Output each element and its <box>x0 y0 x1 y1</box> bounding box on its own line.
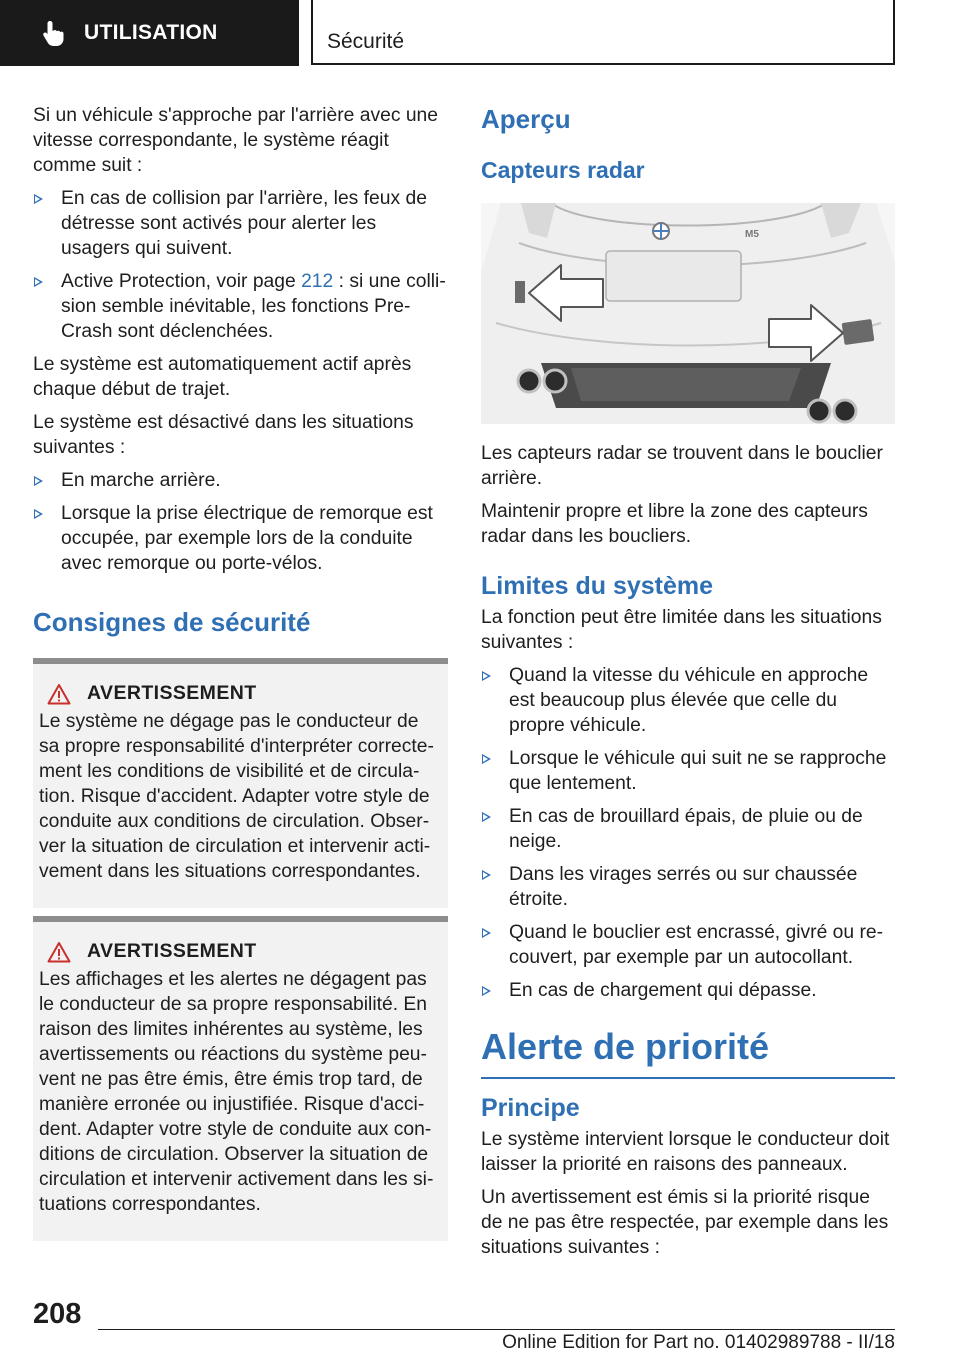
list-item <box>481 746 895 796</box>
safety-heading: Consignes de sécurité <box>33 607 311 637</box>
list-item-text: Lorsque le véhicule qui suit ne se rapproche que lentement. <box>509 748 887 794</box>
triangle-bullet-icon <box>482 754 491 764</box>
list-item-text: Quand le bouclier est encrassé, givré ou recouvert, par exemple par un autocollant. <box>509 922 884 968</box>
warning-text: Les affichages et les alertes ne dégagent pas le conducteur de sa propre responsabilité. En raison des limites inhérentes au système, les avertissements ou réactions du système peuvent ne pas être émis, être émis trop tard, de manière erronée ou injustifiée. Risque d'accident. Adapter votre style de conduite aux conditions de circulation. Observer la situation de circulation et intervenir activement dans les situations correspondantes. <box>39 969 434 1215</box>
limits-heading: Limites du système <box>481 572 714 600</box>
triangle-bullet-icon <box>482 812 491 822</box>
list-item <box>481 663 895 738</box>
radar-clean-paragraph: Maintenir propre et libre la zone des capteurs radar dans les boucliers. <box>481 501 868 547</box>
edition-info: Online Edition for Part no. 01402989788 - II/18 <box>502 1332 895 1353</box>
left-column <box>33 103 448 1249</box>
chapter-label: Sécurité <box>327 30 405 53</box>
list-item-text: Lorsque la prise électrique de remorque est occupée, par exemple lors de la conduite avec remorque ou porte-vélos. <box>61 503 433 574</box>
triangle-bullet-icon <box>482 986 491 996</box>
right-column <box>481 103 895 1268</box>
rear-bumper-figure <box>481 203 895 424</box>
list-item <box>481 804 895 854</box>
limits-list <box>481 663 895 1003</box>
triangle-bullet-icon <box>34 509 43 519</box>
hand-pointer-icon <box>40 19 68 47</box>
triangle-bullet-icon <box>34 277 43 287</box>
list-item-text: Active Protection, voir page <box>61 271 302 292</box>
triangle-bullet-icon <box>34 476 43 486</box>
list-item-text: En cas de chargement qui dépasse. <box>509 980 817 1001</box>
list-item-text: : si une collision semble inévitable, les fonctions Pre-Crash sont déclenchées. <box>61 271 446 342</box>
warning-triangle-icon <box>47 683 71 705</box>
list-item-text: En cas de brouillard épais, de pluie ou de neige. <box>509 806 863 852</box>
warning-title: AVERTISSEMENT <box>87 940 257 962</box>
list-item <box>481 978 895 1003</box>
list-item <box>481 920 895 970</box>
auto-active-paragraph: Le système est automatiquement actif après chaque début de trajet. <box>33 354 412 400</box>
warning-triangle-icon <box>47 941 71 963</box>
list-item <box>481 862 895 912</box>
list-item-text: En marche arrière. <box>61 470 221 491</box>
list-item <box>33 501 448 576</box>
list-item-text: Dans les virages serrés ou sur chaussée étroite. <box>509 864 858 910</box>
list-item <box>33 186 448 261</box>
chapter-frame <box>311 0 895 65</box>
list-item-text: Quand la vitesse du véhicule en approche est beaucoup plus élevée que celle du propre véhicule. <box>509 665 869 736</box>
triangle-bullet-icon <box>482 671 491 681</box>
radar-location-paragraph: Les capteurs radar se trouvent dans le bouclier arrière. <box>481 443 883 489</box>
page-reference-link[interactable]: 212 <box>301 271 334 292</box>
overview-heading: Aperçu <box>481 104 571 134</box>
triangle-bullet-icon <box>482 928 491 938</box>
deactivated-intro: Le système est désactivé dans les situations suivantes : <box>33 412 414 458</box>
list-item-text: En cas de collision par l'arrière, les feux de détresse sont activés pour alerter les usagers qui suivent. <box>61 188 427 259</box>
deactivated-list <box>33 468 448 576</box>
principle-heading: Principe <box>481 1094 580 1122</box>
list-item <box>33 269 448 344</box>
page-number: 208 <box>33 1298 82 1330</box>
section-tab <box>0 0 299 66</box>
model-badge: M5 <box>745 229 759 240</box>
warning-title-row <box>47 682 442 705</box>
warning-title-row <box>47 940 442 963</box>
warning-title: AVERTISSEMENT <box>87 682 257 704</box>
warning-box <box>33 658 448 908</box>
limits-intro: La fonction peut être limitée dans les situations suivantes : <box>481 607 882 653</box>
footer-rule <box>98 1329 895 1330</box>
heading-underline <box>481 1077 895 1079</box>
intro-paragraph: Si un véhicule s'approche par l'arrière avec une vitesse correspondante, le système réagit comme suit : <box>33 105 439 176</box>
list-item <box>33 468 448 493</box>
triangle-bullet-icon <box>482 870 491 880</box>
section-label: UTILISATION <box>84 21 218 44</box>
triangle-bullet-icon <box>34 194 43 204</box>
priority-heading: Alerte de priorité <box>481 1026 770 1067</box>
principle-paragraph: Le système intervient lorsque le conducteur doit laisser la priorité en raisons des panneaux. <box>481 1129 890 1175</box>
warning-box <box>33 916 448 1241</box>
warning-situations-paragraph: Un avertissement est émis si la priorité risque de ne pas être respectée, par exemple dans les situations suivantes : <box>481 1187 889 1258</box>
radar-heading: Capteurs radar <box>481 157 645 183</box>
warning-text: Le système ne dégage pas le conducteur de sa propre responsabilité d'interpréter correctement les conditions de visibilité et de circulation. Risque d'accident. Adapter votre style de conduite aux conditions de circulation. Observer la situation de circulation et intervenir activement dans les situations correspondantes. <box>39 711 434 882</box>
reaction-list <box>33 186 448 344</box>
